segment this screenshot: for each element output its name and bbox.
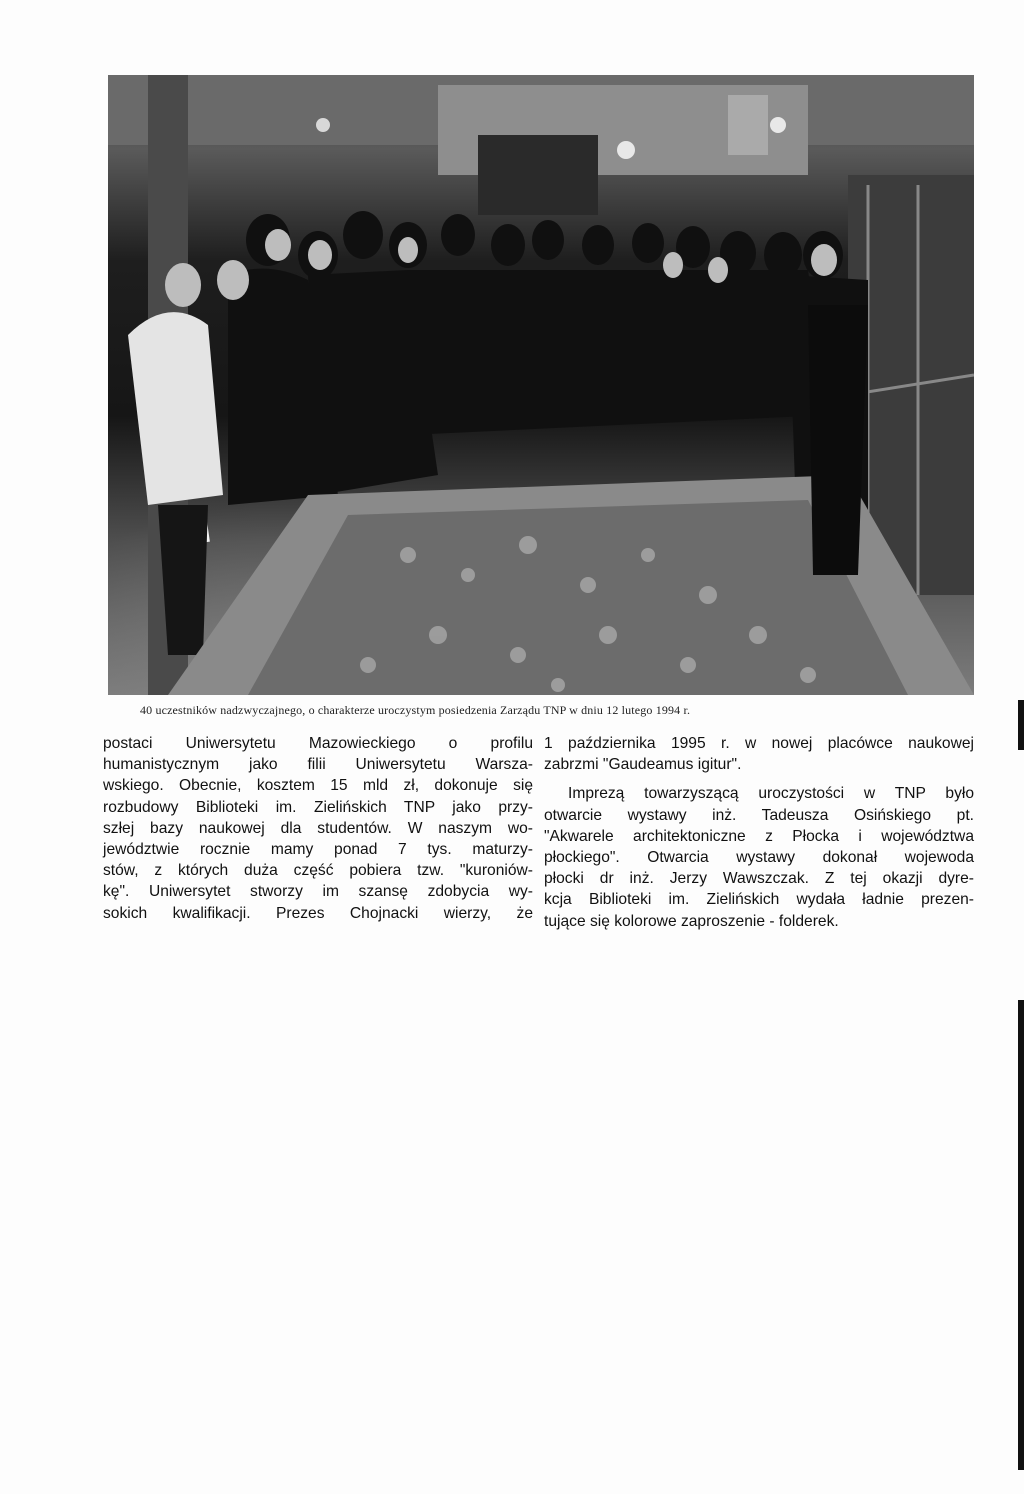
scan-edge-mark: [1018, 1000, 1024, 1470]
photo-person-dark-coat: [808, 305, 868, 575]
text-line: postaci Uniwersytetu Mazowieckiego o profilu: [103, 735, 533, 752]
paragraph: [544, 733, 974, 775]
text-line: wskiego. Obecnie, kosztem 15 mld zł, dokonuje się: [103, 777, 533, 795]
right-text-column: [544, 733, 974, 940]
text-line: 1 października 1995 r. w nowej placówce naukowej: [544, 735, 974, 752]
text-line: płocki dr inż. Jerzy Wawszczak. Z tej okazji dyre-: [544, 870, 974, 888]
text-line: otwarcie wystawy inż. Tadeusza Osińskiego pt.: [544, 806, 974, 824]
text-line: zabrzmi "Gaudeamus igitur".: [544, 756, 742, 774]
text-line: kcja Biblioteki im. Zielińskich wydała ładnie prezen-: [544, 891, 974, 909]
photo-carpet-pattern: [248, 500, 908, 695]
scan-edge-mark: [1018, 700, 1024, 750]
paragraph: [544, 783, 974, 931]
text-line: "Akwarele architektoniczne z Płocka i województwa: [544, 827, 974, 845]
photo-lamp: [617, 141, 635, 159]
text-line: Imprezą towarzyszącą uroczystości w TNP było: [568, 785, 974, 803]
text-line: humanistycznym jako filii Uniwersytetu Warsza-: [103, 756, 533, 774]
text-line: sokich kwalifikacji. Prezes Chojnacki wierzy, że: [103, 904, 533, 922]
photo-lamp: [316, 118, 330, 132]
text-line: płockiego". Otwarcia wystawy dokonał wojewoda: [544, 849, 974, 867]
text-line: jewództwie rocznie mamy ponad 7 tys. maturzy-: [103, 841, 533, 859]
photo-doorway: [478, 135, 598, 215]
text-line: szłej bazy naukowej dla studentów. W naszym wo-: [103, 819, 533, 837]
photo-lamp: [770, 117, 786, 133]
left-text-column: [103, 733, 533, 924]
photo-person-white-jacket: [128, 312, 223, 505]
photo-caption: 40 uczestników nadzwyczajnego, o charakterze uroczystym posiedzenia Zarządu TNP w dniu 12 lutego 1994 r.: [140, 703, 691, 717]
group-photograph: [108, 75, 974, 695]
photo-illustration: [108, 75, 974, 695]
text-line: kę". Uniwersytet stworzy im szansę zdobycia wy-: [103, 883, 533, 901]
text-line: stów, z których duża część pobiera tzw. "kuroniów-: [103, 862, 533, 880]
photo-picture-frame: [728, 95, 768, 155]
text-line: tujące się kolorowe zaproszenie - folderek.: [544, 912, 839, 930]
text-line: rozbudowy Biblioteki im. Zielińskich TNP jako przy-: [103, 798, 533, 816]
